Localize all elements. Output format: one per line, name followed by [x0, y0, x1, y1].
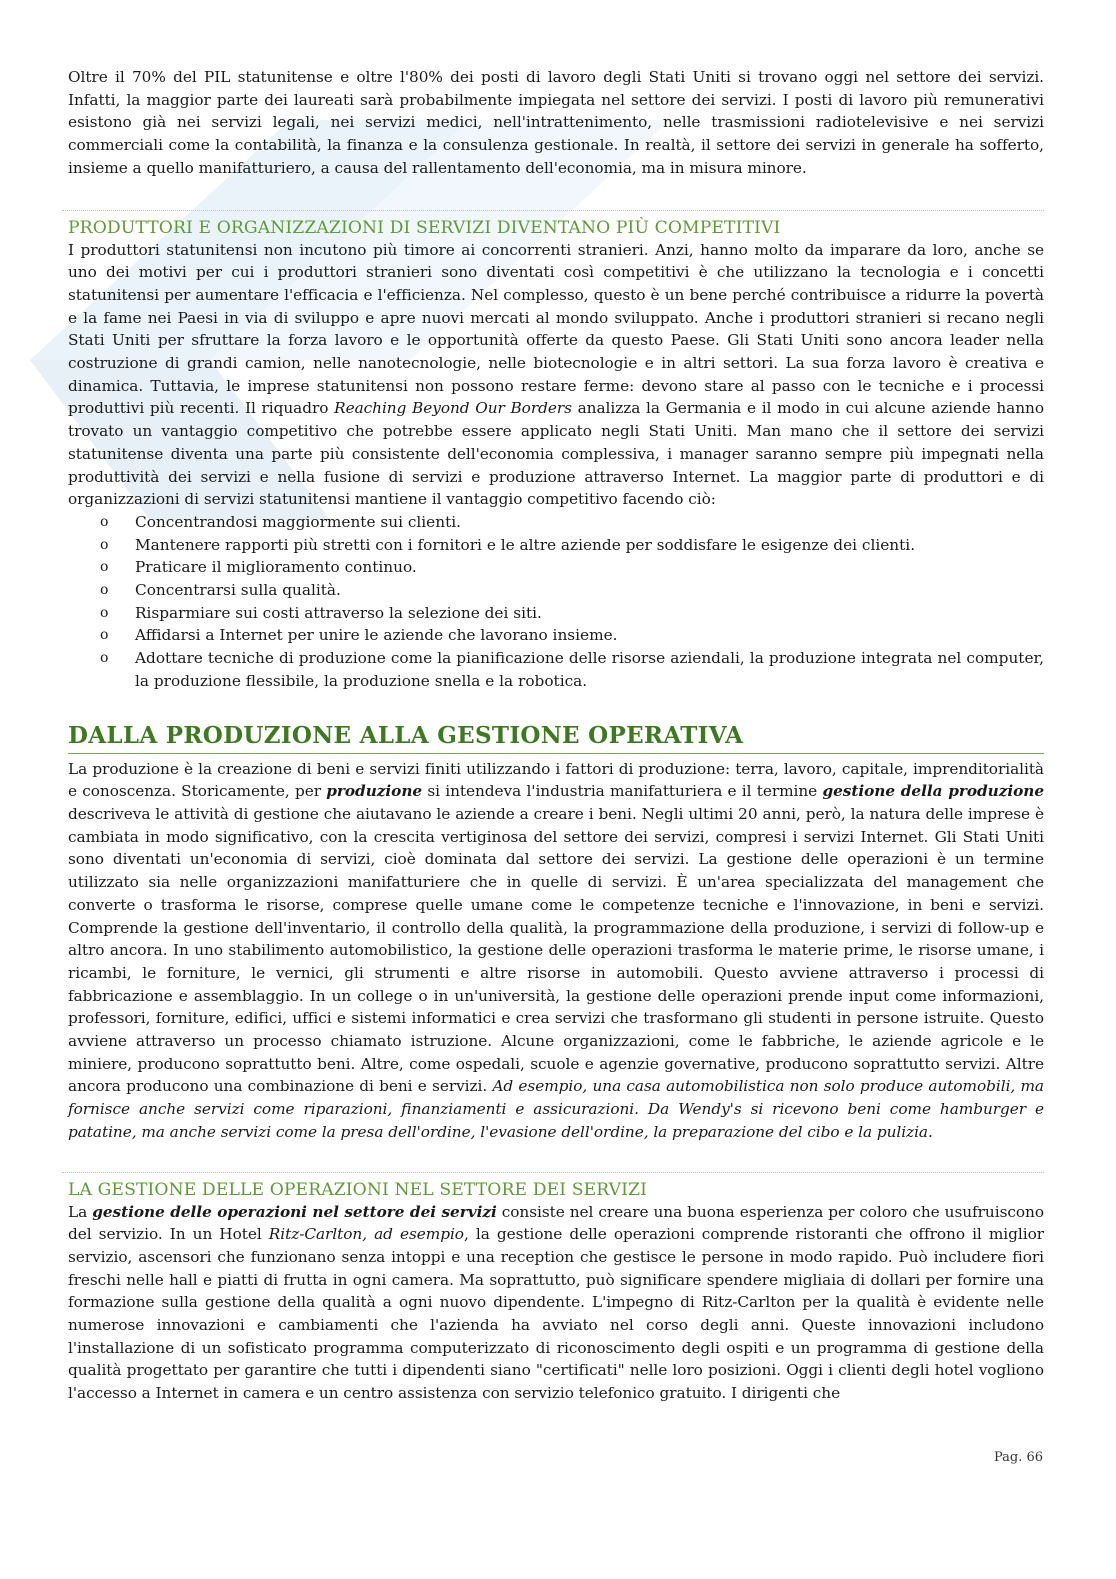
page-number: Pag. 66 — [993, 1450, 1043, 1465]
section-heading-services: LA GESTIONE DELLE OPERAZIONI NEL SETTORE DEI SERVIZI — [62, 1172, 1044, 1201]
term-gestione-servizi: gestione delle operazioni nel settore dei servizi — [92, 1202, 497, 1221]
bullet-marker: o — [100, 513, 109, 530]
list-item: o Affidarsi a Internet per unire le aziende che lavorano insieme. — [68, 624, 1044, 647]
section1-paragraph: I produttori statunitensi non incutono più timore ai concorrenti stranieri. Anzi, hanno molto da imparare da loro, anche se uno dei motivi per cui i produttori stranieri sono diventati così competitivi è che utilizzano la tecnologia e i concetti statunitensi per aumentare l'efficacia e l'efficienza. Nel complesso, questo è un bene perché contribuisce a ridurre la povertà e la fame nei Paesi in via di sviluppo e apre nuovi mercati al mondo sviluppato. Anche i produttori stranieri si recano negli Stati Uniti per sfruttare la forza lavoro e le opportunità offerte da questo Paese. Gli Stati Uniti sono ancora leader nella costruzione di grandi camion, nelle nanotecnologie, nelle biotecnologie e in altri settori. La sua forza lavoro è creativa e dinamica. Tuttavia, le imprese statunitensi non possono restare ferme: devono stare al passo con le tecniche e i processi produttivi più recenti. Il riquadro Reaching Beyond Our Borders analizza la Germania e il modo in cui alcune aziende hanno trovato un vantaggio competitivo che potrebbe essere applicato negli Stati Uniti. Man mano che il settore dei servizi statunitense diventa una parte più consistente dell'economia complessiva, i manager saranno sempre più impegnati nella produttività dei servizi e nella fusione di servizi e produzione attraverso Internet. La maggior parte di produttori e di organizzazioni di servizi statunitensi mantiene il vantaggio competitivo facendo ciò: — [68, 240, 1045, 509]
term-gestione-produzione: gestione della produzione — [822, 782, 1045, 801]
section-heading-competitive: PRODUTTORI E ORGANIZZAZIONI DI SERVIZI DIVENTANO PIÙ COMPETITIVI — [62, 210, 1044, 239]
list-item: o Adottare tecniche di produzione come la pianificazione delle risorse aziendali, la produzione integrata nel computer, la produzione flessibile, la produzione snella e la robotica. — [100, 649, 1044, 690]
section2-paragraph: La produzione è la creazione di beni e servizi finiti utilizzando i fattori di produzione: terra, lavoro, capitale, imprenditorialità e conoscenza. Storicamente, per produzione si intendeva l'industria manifatturiera e il termine gestione della produzione descriveva le attività di gestione che aiutavano le aziende a creare i beni. Negli ultimi 20 anni, però, la natura delle imprese è cambiata in modo significativo, con la crescita vertiginosa del settore dei servizi, compresi i servizi Internet. Gli Stati Uniti sono diventati un'economia di servizi, cioè dominata dal settore dei servizi. La gestione delle operazioni è un termine utilizzato sia nelle organizzazioni manifatturiere che in quelle di servizi. È un'area specializzata del management che converte o trasforma le risorse, comprese quelle umane come le competenze tecniche e l'innovazione, in beni e servizi. Comprende la gestione dell'inventario, il controllo della qualità, la programmazione della produzione, i servizi di follow-up e altro ancora. In uno stabilimento automobilistico, la gestione delle operazioni trasforma le materie prime, le risorse umane, i ricambi, le forniture, le vernici, gli strumenti e altre risorse in automobili. Questo avviene attraverso i processi di fabbricazione e assemblaggio. In un college o in un'università, la gestione delle operazioni prende input come informazioni, professori, forniture, edifici, uffici e sistemi informatici e crea servizi che trasformano gli studenti in persone istruite. Questo avviene attraverso un processo chiamato istruzione. Alcune organizzazioni, come le fabbriche, le aziende agricole e le miniere, producono soprattutto beni. Altre, come ospedali, scuole e agenzie governative, producono soprattutto servizi. Altre ancora producono una combinazione di beni e servizi. Ad esempio, una casa automobilistica non solo produce automobili, ma fornisce anche servizi come riparazioni, finanziamenti e assicurazioni. Da Wendy's si ricevono beni come hamburger e patatine, ma anche servizi come la presa dell'ordine, l'evasione dell'ordine, la preparazione del cibo e la pulizia. — [68, 759, 1045, 1141]
list-item: o Mantenere rapporti più stretti con i fornitori e le altre aziende per soddisfare le esigenze dei clienti. — [68, 534, 1044, 557]
list-item: o Praticare il miglioramento continuo. — [68, 556, 1044, 579]
box-title-reaching-beyond: Reaching Beyond Our Borders — [334, 399, 572, 418]
term-produzione: produzione — [326, 782, 423, 801]
section3-paragraph: La gestione delle operazioni nel settore dei servizi consiste nel creare una buona esperienza per coloro che usufruiscono del servizio. In un Hotel Ritz-Carlton, ad esempio, la gestione delle operazioni comprende ristoranti che offrono il miglior servizio, ascensori che funzionano senza intoppi e una reception che gestisce le persone in modo rapido. Può includere fiori freschi nelle hall e piatti di frutta in ogni camera. Ma soprattutto, può significare spendere migliaia di dollari per fornire una formazione sulla gestione della qualità a ogni nuovo dipendente. L'impegno di Ritz-Carlton per la qualità è evidente nelle numerose innovazioni e cambiamenti che l'azienda ha avviato nel corso degli anni. Queste innovazioni includono l'installazione di un sofisticato programma computerizzato di riconoscimento degli ospiti e un programma di gestione della qualità progettato per garantire che tutti i dipendenti siano "certificati" nelle loro posizioni. Oggi i clienti degli hotel vogliono l'accesso a Internet in camera e un centro assistenza con servizio telefonico gratuito. I dirigenti che — [68, 1202, 1045, 1403]
document-page — [68, 66, 1044, 1405]
competitive-bullet-list — [68, 511, 1044, 693]
bullet-marker: o — [100, 650, 109, 667]
example-italic-text: Ad esempio, una casa automobilistica non solo produce automobili, ma fornisce anche servizi come riparazioni, finanziamenti e assicurazioni. Da Wendy's si ricevono beni come hamburger e patatine, ma anche servizi come la presa dell'ordine, l'evasione dell'ordine, la preparazione del cibo e la pulizia. — [68, 1077, 1044, 1141]
bullet-marker: o — [100, 536, 109, 553]
bullet-marker: o — [100, 559, 109, 576]
list-item: o Concentrandosi maggiormente sui clienti. — [68, 511, 1044, 534]
chapter-heading-operations: DALLA PRODUZIONE ALLA GESTIONE OPERATIVA — [68, 721, 1044, 754]
intro-paragraph: Oltre il 70% del PIL statunitense e oltre l'80% dei posti di lavoro degli Stati Uniti si trovano oggi nel settore dei servizi. Infatti, la maggior parte dei laureati sarà probabilmente impiegata nel settore dei servizi. I posti di lavoro più remunerativi esistono già nei servizi legali, nei servizi medici, nell'intrattenimento, nelle trasmissioni radiotelevisive e nei servizi commerciali come la contabilità, la finanza e la consulenza gestionale. In realtà, il settore dei servizi in generale ha sofferto, insieme a quello manifatturiero, a causa del rallentamento dell'economia, ma in misura minore. — [68, 68, 1044, 177]
bullet-marker: o — [100, 604, 109, 621]
list-item: o Concentrarsi sulla qualità. — [68, 579, 1044, 602]
list-item: o Risparmiare sui costi attraverso la selezione dei siti. — [68, 602, 1044, 625]
bullet-marker: o — [100, 627, 109, 644]
example-ritz-carlton: Ritz-Carlton, ad esempio — [268, 1225, 464, 1244]
bullet-marker: o — [100, 582, 109, 599]
